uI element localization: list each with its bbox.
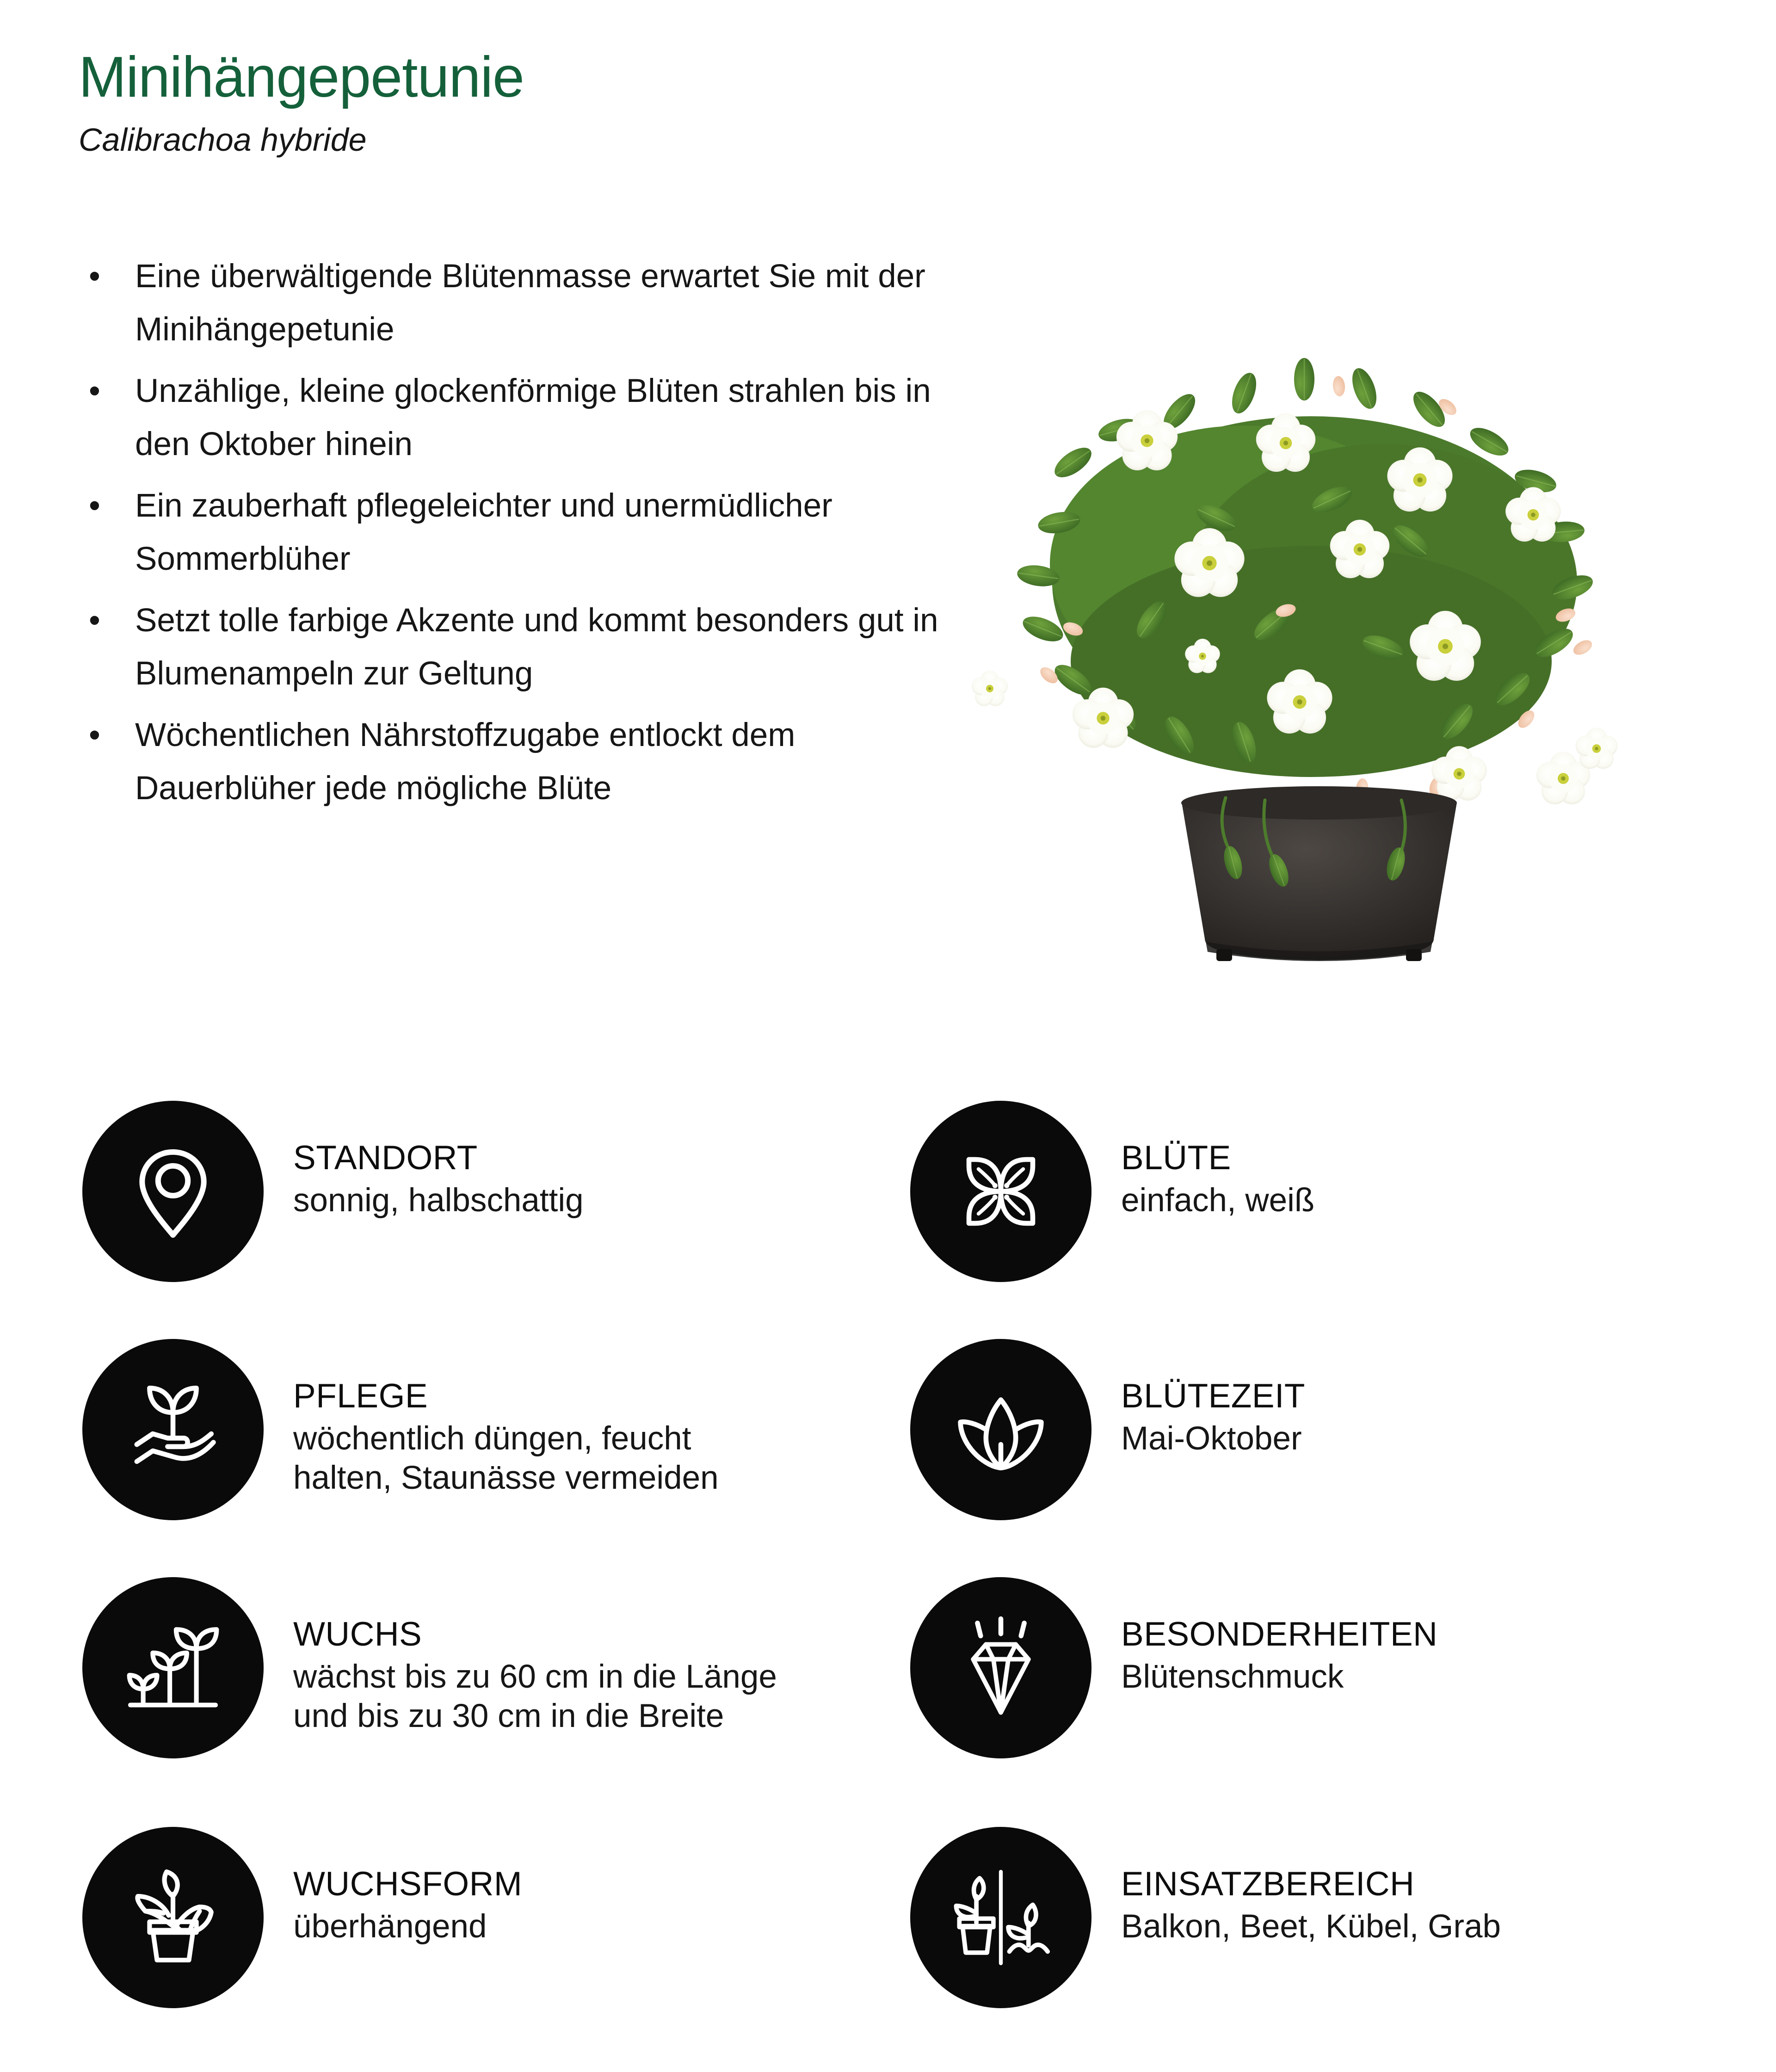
attribute-text (1121, 1339, 1305, 1458)
bullet-glyph: • (89, 373, 100, 410)
attribute-text (293, 1101, 584, 1220)
attribute-bluetezeit (910, 1339, 1305, 1520)
list-item (79, 364, 948, 471)
bullet-glyph: • (89, 487, 100, 524)
page-header (79, 45, 1004, 158)
feature-list (79, 250, 948, 823)
attribute-einsatzbereich (910, 1827, 1501, 2008)
attribute-text (1121, 1827, 1501, 1946)
attribute-wuchsform (82, 1827, 522, 2008)
attribute-text (293, 1827, 522, 1946)
attribute-text (293, 1339, 719, 1498)
bullet-glyph: • (89, 717, 100, 754)
diamond-sparkle-icon (910, 1577, 1092, 1758)
attribute-value: einfach, weiß (1121, 1182, 1315, 1219)
list-item-text: Ein zauberhaft pflegeleichter und unermüdlicher Sommerblüher (135, 487, 832, 578)
list-item-text: Eine überwältigende Blütenmasse erwartet Sie mit der Minihängepetunie (135, 258, 925, 348)
attribute-value: Balkon, Beet, Kübel, Grab (1121, 1908, 1501, 1945)
attribute-text (293, 1577, 777, 1736)
growing-plants-icon (82, 1577, 264, 1758)
attribute-text (1121, 1577, 1437, 1696)
hand-sprout-icon (82, 1339, 264, 1520)
attribute-label: BLÜTE (1121, 1139, 1231, 1177)
list-item-text: Wöchentlichen Nährstoffzugabe entlockt dem Dauerblüher jede mögliche Blüte (135, 717, 796, 807)
attribute-value: wächst bis zu 60 cm in die Länge und bis zu 30 cm in die Breite (293, 1658, 777, 1734)
page-title: Minihängepetunie (79, 45, 524, 109)
attribute-value: sonnig, halbschattig (293, 1182, 584, 1219)
botanical-name: Calibrachoa hybride (79, 122, 367, 158)
flower-blossom-icon (910, 1101, 1092, 1282)
pot-and-bed-icon (910, 1827, 1092, 2008)
attribute-label: EINSATZBEREICH (1121, 1865, 1415, 1903)
bullet-glyph: • (89, 258, 100, 295)
attribute-value: Blütenschmuck (1121, 1658, 1344, 1695)
list-item (79, 479, 948, 586)
attribute-label: WUCHSFORM (293, 1865, 523, 1903)
attribute-value: Mai-Oktober (1121, 1420, 1302, 1457)
attribute-grid (0, 1096, 1776, 2044)
tulip-bloom-icon (910, 1339, 1092, 1520)
bullet-glyph: • (89, 602, 100, 639)
list-item (79, 709, 948, 815)
potted-hanging-plant-icon (82, 1827, 264, 2008)
list-item-text: Unzählige, kleine glockenförmige Blüten strahlen bis in den Oktober hinein (135, 373, 931, 463)
attribute-standort (82, 1101, 584, 1282)
attribute-bluete (910, 1101, 1314, 1282)
attribute-label: BLÜTEZEIT (1121, 1377, 1305, 1415)
attribute-pflege (82, 1339, 719, 1520)
attribute-wuchs (82, 1577, 777, 1758)
list-item (79, 250, 948, 356)
attribute-label: BESONDERHEITEN (1121, 1616, 1438, 1653)
attribute-text (1121, 1101, 1314, 1220)
list-item-text: Setzt tolle farbige Akzente und kommt besonders gut in Blumenampeln zur Geltung (135, 602, 938, 692)
list-item (79, 594, 948, 700)
location-pin-icon (82, 1101, 264, 1282)
attribute-besonderheiten (910, 1577, 1437, 1758)
attribute-value: überhängend (293, 1908, 487, 1945)
attribute-label: STANDORT (293, 1139, 478, 1177)
plant-illustration (920, 324, 1702, 971)
attribute-label: WUCHS (293, 1616, 422, 1653)
attribute-label: PFLEGE (293, 1377, 428, 1415)
product-photo (920, 324, 1702, 971)
attribute-value: wöchentlich düngen, feucht halten, Staunässe vermeiden (293, 1420, 719, 1496)
